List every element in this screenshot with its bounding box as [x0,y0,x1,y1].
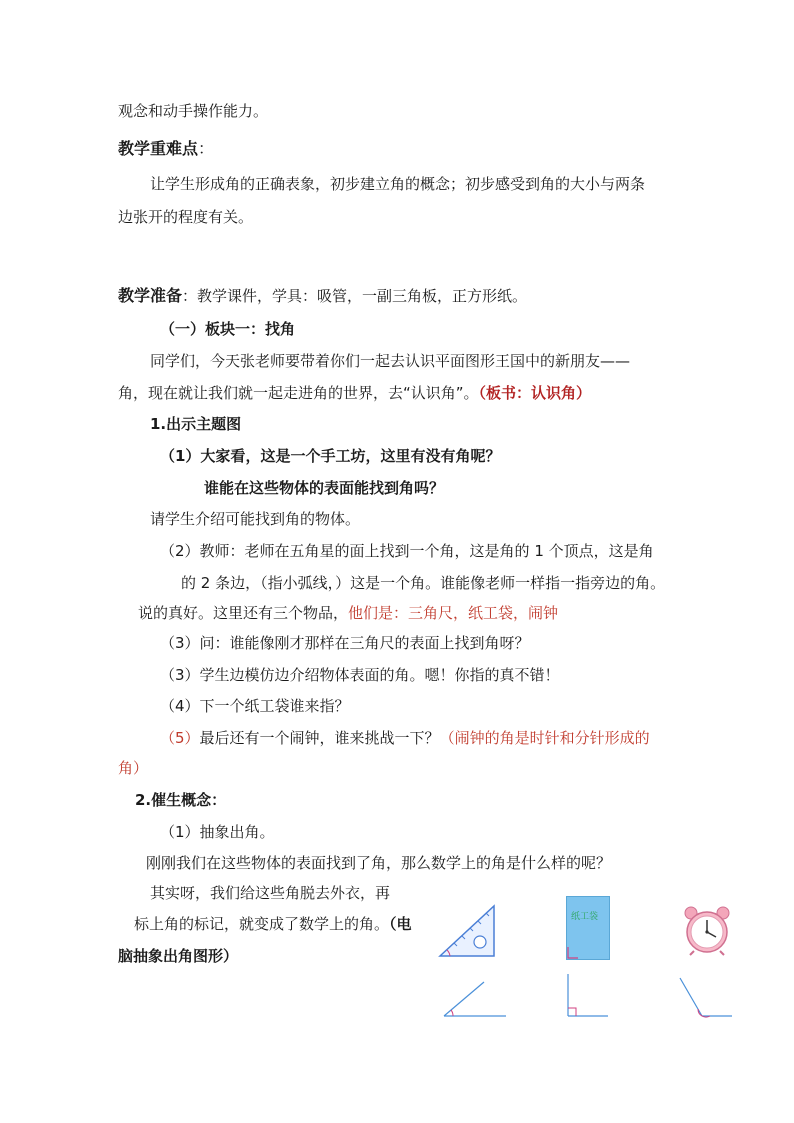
difficulty-title: 教学重难点 [118,139,199,158]
bag-label: 纸工袋 [571,912,599,922]
p3-text: 标上角的标记，就变成了数学上的角。 [134,915,390,933]
difficulty-colon: ： [198,139,215,158]
q6-note: （闹钟的角是时针和分针形成的 [439,729,650,747]
question-1b: 谁能在这些物体的表面能找到角吗？ [204,479,445,497]
difficulty-line-1: 让学生形成角的正确表象，初步建立角的概念；初步感受到角的大小与两条 [150,175,646,193]
question-2c [138,603,558,623]
board-note: （板书：认识角） [478,384,592,402]
p3-note: （电 [389,915,412,933]
section2-para-1: 刚刚我们在这些物体的表面找到了角，那么数学上的角是什么样的呢？ [146,854,612,872]
alarm-clock-icon [682,904,732,956]
question-6 [160,728,650,748]
preparation-text: ：教学课件，学具：吸管，一副三角板，正方形纸。 [182,287,528,305]
difficulty-heading [118,139,214,159]
question-4: （3）学生边模仿边介绍物体表面的角。嗯！你指的真不错！ [160,666,560,684]
item1-title: 1.出示主题图 [150,415,242,433]
section2-para-3 [134,914,412,934]
paper-bag-icon [566,896,610,960]
preparation-line [118,286,527,306]
section1-para-1: 同学们，今天张老师要带着你们一起去认识平面图形王国中的新朋友—— [150,352,631,370]
difficulty-line-2: 边张开的程度有关。 [118,208,254,226]
acute-angle-icon [440,978,510,1022]
question-1: （1）大家看，这是一个手工坊，这里有没有角呢？ [160,447,501,465]
question-2a: （2）教师：老师在五角星的面上找到一个角，这是角的 1 个顶点，这是角 [160,542,654,560]
section2-sub1: （1）抽象出角。 [160,823,275,841]
q6-num: （5） [160,729,200,747]
q6-text: 最后还有一个闹钟，谁来挑战一下？ [199,729,440,747]
section2-para-4: 脑抽象出角图形） [118,947,239,965]
question-3: （3）问：谁能像刚才那样在三角尺的表面上找到角呀？ [160,634,530,652]
para-2-text: 角，现在就让我们就一起走进角的世界，去“认识角”。 [118,384,479,402]
section1-title: （一）板块一：找角 [160,320,296,338]
right-angle-icon [562,972,612,1022]
bag-corner-mark [567,945,579,959]
section2-para-2: 其实呀，我们给这些角脱去外衣，再 [150,884,391,902]
obtuse-angle-icon [676,974,736,1022]
question-2b: 的 2 条边，（指小弧线，）这是一个角。谁能像老师一样指一指旁边的角。 [181,574,666,592]
intro-tail: 观念和动手操作能力。 [118,102,269,120]
section1-para-2 [118,383,591,403]
question-1c: 请学生介绍可能找到角的物体。 [150,510,361,528]
section2-title: 2.催生概念： [135,791,227,809]
preparation-title: 教学准备 [118,286,183,305]
question-5: （4）下一个纸工袋谁来指？ [160,697,350,715]
question-6-note-tail: 角） [118,759,149,777]
triangle-ruler-icon [436,900,498,960]
q2c-note: 他们是：三角尺，纸工袋，闹钟 [348,604,559,622]
q2c-text: 说的真好。这里还有三个物品， [138,604,349,622]
